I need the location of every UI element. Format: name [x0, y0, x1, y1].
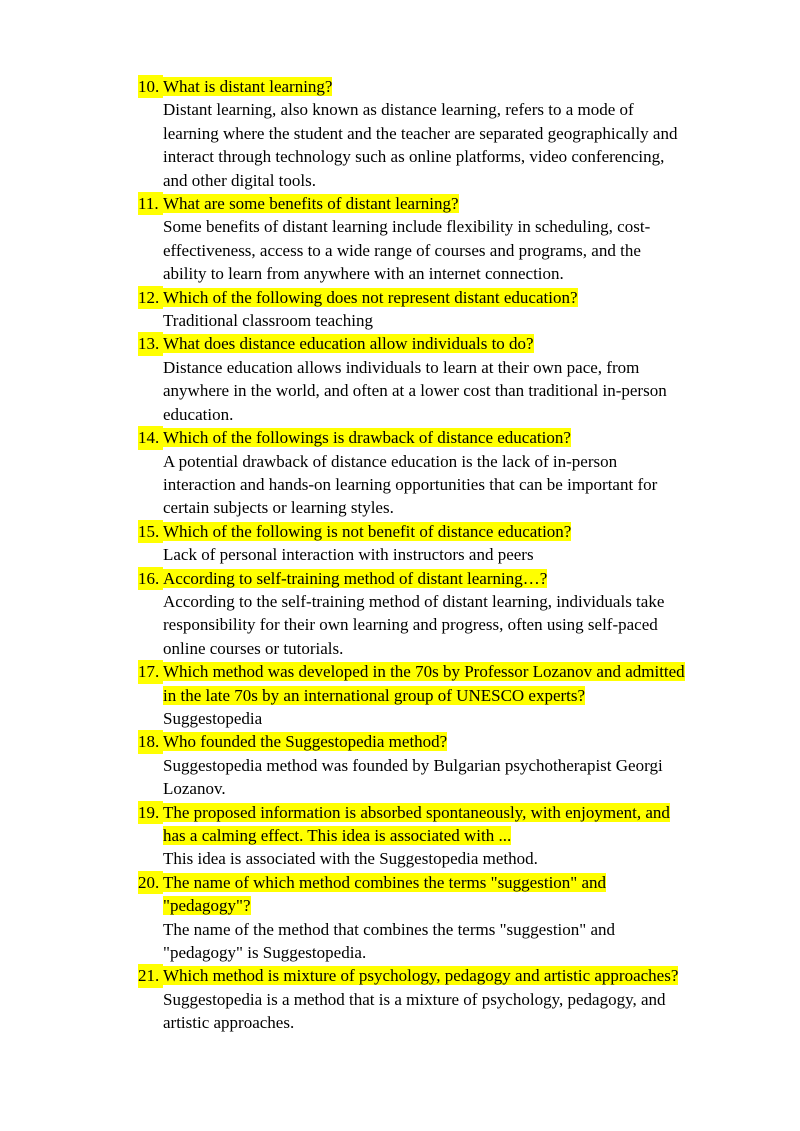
question-text: What does distance education allow individuals to do?: [163, 334, 534, 354]
question-text: Who founded the Suggestopedia method?: [163, 732, 448, 752]
answer-line: Traditional classroom teaching: [163, 311, 373, 331]
question-line: [138, 824, 758, 847]
question-text: Which of the followings is drawback of distance education?: [163, 428, 571, 448]
question-number: 14.: [138, 426, 163, 449]
question-text: Which method is mixture of psychology, pedagogy and artistic approaches?: [163, 966, 679, 986]
question-text: Which of the following does not represent distant education?: [163, 287, 578, 307]
answer-line: Lack of personal interaction with instructors and peers: [163, 545, 534, 565]
question-line: [138, 286, 758, 309]
answer-line: anywhere in the world, and often at a lower cost than traditional in-person: [163, 381, 667, 401]
question-number: 20.: [138, 871, 163, 894]
question-number: 12.: [138, 286, 163, 309]
question-number: 18.: [138, 730, 163, 753]
qa-list: [138, 75, 758, 1035]
question-number: [138, 824, 163, 847]
question-text: has a calming effect. This idea is associated with ...: [163, 826, 512, 845]
answer-line: learning where the student and the teacher are separated geographically and: [163, 123, 678, 143]
qa-item: [138, 730, 758, 800]
qa-item: [138, 801, 758, 871]
question-line: [138, 332, 758, 355]
qa-item: [138, 332, 758, 426]
question-text: The name of which method combines the terms "suggestion" and: [163, 872, 607, 892]
qa-item: [138, 426, 758, 520]
answer-line: According to the self-training method of distant learning, individuals take: [163, 591, 665, 611]
answer-line: artistic approaches.: [163, 1013, 295, 1033]
qa-item: [138, 192, 758, 286]
answer-line: interaction and hands-on learning opportunities that can be important for: [163, 474, 658, 494]
answer-line: Distance education allows individuals to learn at their own pace, from: [163, 357, 640, 377]
answer-line: Suggestopedia method was founded by Bulgarian psychotherapist Georgi: [163, 755, 663, 775]
answer-line: Lozanov.: [163, 779, 226, 799]
question-text: According to self-training method of distant learning…?: [163, 568, 548, 588]
qa-item: [138, 286, 758, 333]
answer-line: effectiveness, access to a wide range of courses and programs, and the: [163, 240, 641, 260]
question-line: [138, 192, 758, 215]
answer-line: Distant learning, also known as distance learning, refers to a mode of: [163, 100, 634, 120]
question-text: What are some benefits of distant learning?: [163, 194, 459, 214]
question-number: 15.: [138, 520, 163, 543]
answer-line: ability to learn from anywhere with an internet connection.: [163, 264, 564, 284]
question-line: [138, 684, 758, 707]
answer-line: and other digital tools.: [163, 170, 316, 190]
question-number: 16.: [138, 567, 163, 590]
question-line: [138, 567, 758, 590]
answer-line: Suggestopedia is a method that is a mixture of psychology, pedagogy, and: [163, 989, 666, 1009]
question-line: [138, 894, 758, 917]
question-line: [138, 520, 758, 543]
question-text: What is distant learning?: [163, 77, 333, 96]
answer-line: The name of the method that combines the terms "suggestion" and: [163, 919, 615, 939]
question-text: "pedagogy"?: [163, 896, 251, 916]
question-number: 17.: [138, 660, 163, 683]
question-number: [138, 894, 163, 917]
question-line: [138, 660, 758, 683]
answer-line: online courses or tutorials.: [163, 638, 344, 658]
answer-line: education.: [163, 404, 234, 424]
qa-item: [138, 75, 758, 192]
question-number: 10.: [138, 75, 163, 98]
answer-line: responsibility for their own learning and progress, often using self-paced: [163, 615, 658, 635]
question-line: [138, 75, 758, 98]
question-number: [138, 684, 163, 707]
question-number: 13.: [138, 332, 163, 355]
question-line: [138, 964, 758, 987]
qa-item: [138, 660, 758, 730]
question-text: The proposed information is absorbed spontaneously, with enjoyment, and: [163, 802, 670, 822]
answer-line: interact through technology such as online platforms, video conferencing,: [163, 147, 665, 167]
answer-line: "pedagogy" is Suggestopedia.: [163, 943, 367, 963]
question-line: [138, 871, 758, 894]
qa-item: [138, 964, 758, 1034]
answer-line: certain subjects or learning styles.: [163, 498, 394, 518]
question-text: in the late 70s by an international group of UNESCO experts?: [163, 685, 586, 705]
question-number: 11.: [138, 192, 163, 215]
question-number: 21.: [138, 964, 163, 987]
question-line: [138, 426, 758, 449]
answer-line: A potential drawback of distance education is the lack of in-person: [163, 451, 618, 471]
question-number: 19.: [138, 801, 163, 824]
question-text: Which of the following is not benefit of distance education?: [163, 521, 572, 541]
qa-item: [138, 871, 758, 965]
question-line: [138, 801, 758, 824]
qa-item: [138, 520, 758, 567]
qa-item: [138, 567, 758, 661]
answer-line: Suggestopedia: [163, 708, 263, 728]
question-line: [138, 730, 758, 753]
answer-line: This idea is associated with the Suggestopedia method.: [163, 849, 538, 869]
question-text: Which method was developed in the 70s by Professor Lozanov and admitted: [163, 662, 685, 682]
answer-line: Some benefits of distant learning include flexibility in scheduling, cost-: [163, 217, 651, 237]
